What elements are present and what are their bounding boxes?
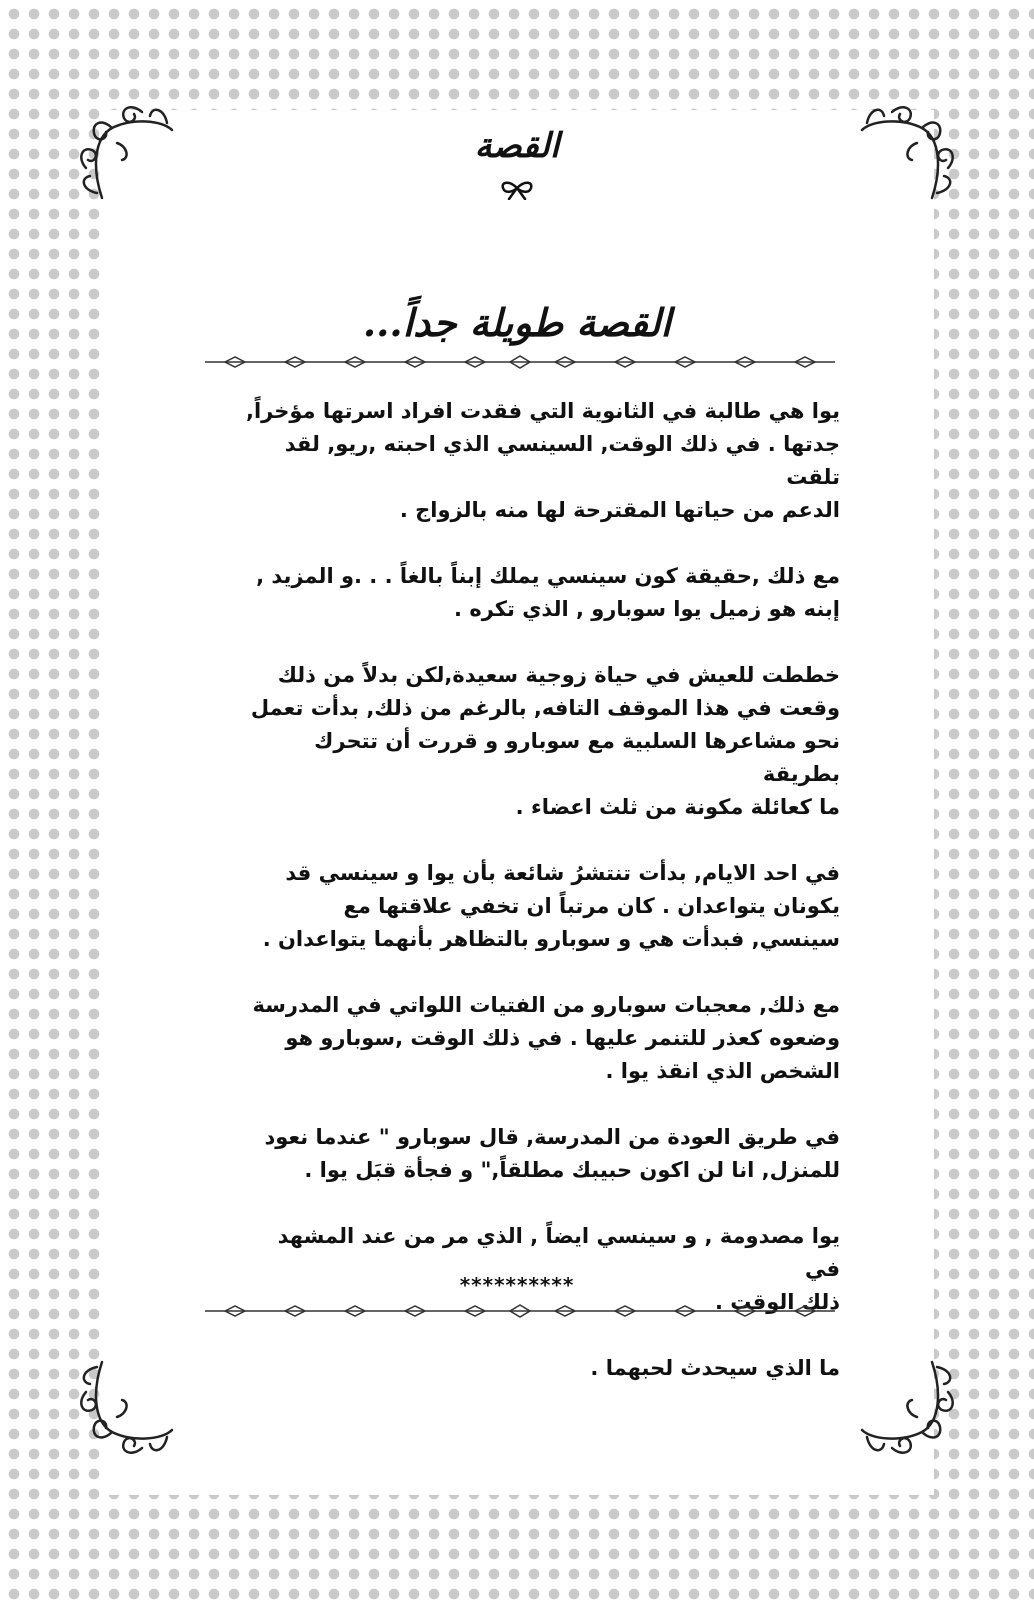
story-body [240,395,840,1418]
ornamental-divider [205,354,835,370]
story-paragraph: مع ذلك ,حقيقة كون سينسي يملك إبناً بالغاً . . .و المزيد , إبنه هو زميل يوا سوبارو , الذي تكره . [256,564,840,621]
story-paragraph: خططت للعيش في حياة زوجية سعيدة,لكن بدلاً من ذلك وقعت في هذا الموقف التافه, بالرغم من ذلك, بدأت تعمل نحو مشاعرها السلبية مع سوبارو و قررت أن تتحرك بطريقة ما كعائلة مكونة من ثلث اعضاء . [250,663,840,819]
story-title: القصة طويلة جداً... [362,300,672,345]
bow-icon [497,178,537,200]
story-paragraph: في احد الايام, بدأت تنتشرُ شائعة بأن يوا و سينسي قد يكونان يتواعدان . كان مرتباً ان تخفي علاقتها مع سينسي, فبدأت هي و سوبارو بالتظاهر بأنهما يتواعدان . [262,861,840,951]
story-paragraph: يوا مصدومة , و سينسي ايضاً , الذي مر من عند المشهد في ذلك الوقت . [277,1224,840,1314]
story-paragraph: يوا هي طالبة في الثانوية التي فقدت افراد اسرتها مؤخراً, جدتها . في ذلك الوقت, السينسي الذي احبته ,ريو, لقد تلقت الدعم من حياتها المقترحة لها منه بالزواج . [246,399,840,522]
story-paragraph: مع ذلك, معجبات سوبارو من الفتيات اللواتي في المدرسة وضعوه كعذر للتنمر عليها . في ذلك الوقت ,سوبارو هو الشخص الذي انقذ يوا . [252,993,840,1083]
end-marker: ********** [459,1273,575,1297]
ornamental-divider [205,1303,835,1319]
section-header-title: القصة [474,126,560,166]
story-paragraph: ما الذي سيحدث لحبهما . [590,1356,840,1380]
story-paragraph: في طريق العودة من المدرسة, قال سوبارو " عندما نعود للمنزل, انا لن اكون حبيبك مطلقاً," و فجأة قبَل يوا . [264,1125,840,1182]
floral-corner-icon [72,1352,182,1462]
floral-corner-icon [852,1352,962,1462]
